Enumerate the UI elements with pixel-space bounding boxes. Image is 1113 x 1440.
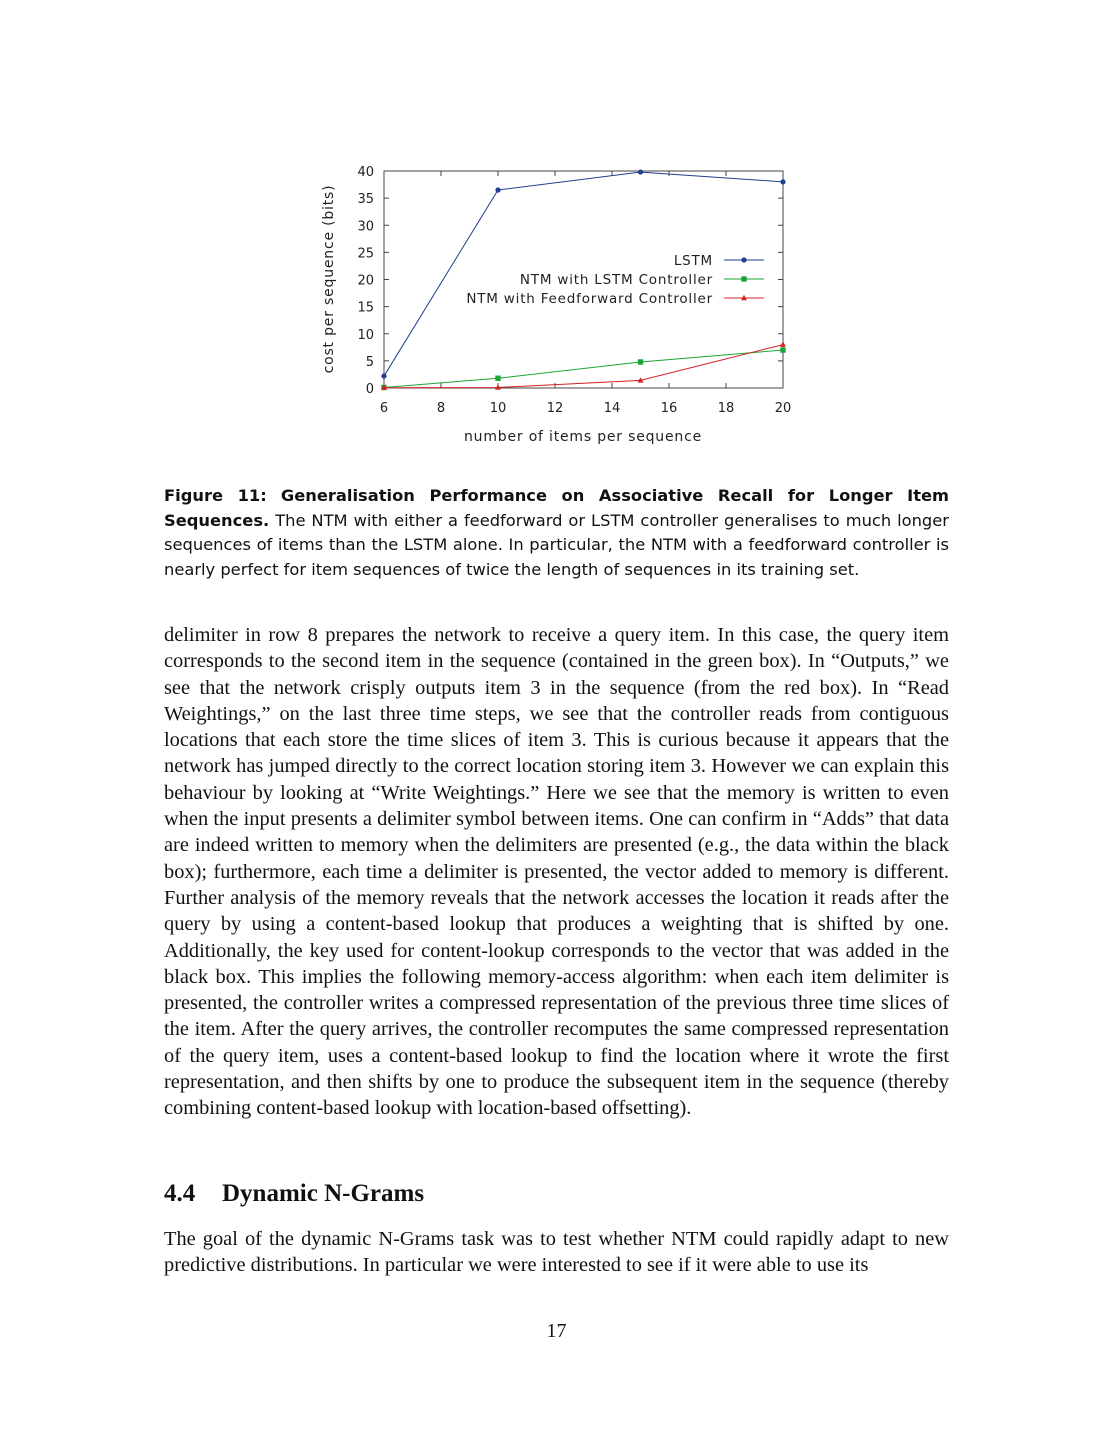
figure-11-chart [300, 155, 800, 450]
legend-entry [674, 253, 764, 269]
body-paragraph-1: delimiter in row 8 prepares the network to receive a query item. In this case, the query item corresponds to the second item in the sequence (contained in the green box). In “Outputs,” we see that the network crisply outputs item 3 in the sequence (from the red box). In “Read Weightings,” on the last three time steps, we see that the controller reads from contiguous locations that each store the time slices of item 3. This is curious because it appears that the network has jumped directly to the correct location storing item 3. However we can explain this behaviour by looking at “Write Weightings.” Here we see that the memory is written to even when the input presents a delimiter symbol between items. One can confirm in “Adds” that data are indeed written to memory when the delimiters are presented (e.g., the data within the black box); furthermore, each time a delimiter is presented, the vector added to memory is different. Further analysis of the memory reveals that the network accesses the location it reads after the query by using a content-based lookup that produces a weighting that is shifted by one. Additionally, the key used for content-lookup corresponds to the vector that was added in the black box. This implies the following memory-access algorithm: when each item delimiter is presented, the controller writes a compressed representation of the previous three time slices of the item. After the query arrives, the controller recomputes the same compressed representation of the query item, uses a content-based lookup to find the location where it wrote the first representation, and then shifts by one to produce the subsequent item in the sequence (thereby combining content-based lookup with location-based offsetting). [164, 624, 949, 1120]
y-tick-label: 20 [357, 273, 374, 289]
x-tick-label: 18 [717, 401, 735, 416]
series-line [384, 350, 783, 387]
y-tick-label: 5 [365, 354, 374, 370]
data-point [495, 376, 500, 381]
legend-label: LSTM [673, 253, 713, 269]
legend [466, 253, 764, 307]
y-tick-label: 0 [365, 382, 374, 397]
x-tick-label: 14 [603, 401, 621, 416]
series-ntm-with-lstm-controller [381, 347, 785, 390]
data-point [638, 359, 643, 364]
legend-entry [466, 291, 764, 307]
section-number: 4.4 [164, 1180, 196, 1207]
section-heading [164, 1180, 424, 1208]
body-paragraph-2: The goal of the dynamic N-Grams task was to test whether NTM could rapidly adapt to new predictive distributions. In particular we were interested to see if it were able to use its [164, 1228, 949, 1277]
series-line [384, 345, 783, 388]
y-axis-label: cost per sequence (bits) [321, 184, 337, 374]
x-tick-label: 8 [436, 401, 446, 416]
data-point [495, 187, 500, 192]
y-tick-label: 30 [357, 219, 374, 235]
legend-label: NTM with LSTM Controller [519, 272, 713, 288]
legend-marker [741, 257, 746, 262]
x-tick-label: 10 [489, 401, 507, 416]
data-point [780, 347, 785, 352]
legend-entry [520, 272, 764, 288]
x-tick-label: 16 [660, 401, 678, 416]
y-tick-label: 35 [357, 192, 374, 208]
x-tick-label: 6 [379, 401, 389, 416]
x-tick-label: 12 [546, 401, 564, 416]
caption-text: The NTM with either a feedforward or LSTM controller generalises to much longer sequences of items than the LSTM alone. In particular, the NTM with a feedforward controller is nearly perfect for item sequences of twice the length of sequences in its training set. [164, 510, 949, 579]
section-title: Dynamic N-Grams [222, 1180, 425, 1207]
data-point [638, 169, 643, 174]
data-point [780, 179, 785, 184]
figure-caption [164, 484, 949, 582]
data-point [780, 341, 786, 346]
data-point [381, 373, 386, 378]
x-tick-label: 20 [774, 401, 792, 416]
x-axis-label: number of items per sequence [464, 429, 702, 445]
legend-label: NTM with Feedforward Controller [466, 291, 713, 307]
y-tick-label: 10 [357, 327, 374, 343]
y-tick-label: 40 [357, 165, 374, 180]
caption-label: Figure 11: [164, 486, 267, 505]
y-tick-label: 25 [357, 246, 374, 262]
caption-title: Generalisation Performance on Associative Recall for Longer Item Sequences. [164, 486, 949, 530]
y-tick-label: 15 [357, 300, 374, 316]
legend-marker [741, 276, 746, 281]
page-number: 17 [546, 1320, 567, 1342]
